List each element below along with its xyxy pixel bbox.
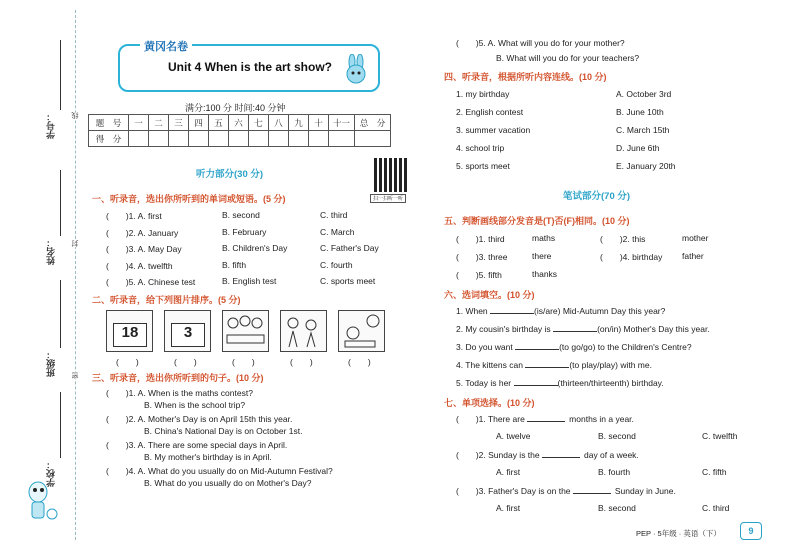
- score-cell[interactable]: [129, 131, 149, 147]
- score-cell[interactable]: [269, 131, 289, 147]
- picture-calendar-3: [164, 310, 211, 352]
- score-header-cell: 总 分: [355, 115, 391, 131]
- s5-item-text: ( )1. third: [456, 234, 505, 244]
- footer-text: PEP · 5年级 · 英语（下）: [636, 529, 721, 538]
- score-header-cell: 十一: [329, 115, 355, 131]
- s6-text-a: 4. The kittens can: [456, 360, 526, 370]
- score-header-cell: 七: [249, 115, 269, 131]
- s6-sentence: [456, 306, 665, 316]
- picture-children-play: [280, 310, 327, 352]
- score-header-cell: 二: [149, 115, 169, 131]
- student-no-line: [60, 40, 61, 110]
- score-cell[interactable]: [149, 131, 169, 147]
- answer-blank[interactable]: ( ): [290, 357, 313, 367]
- s7-question: [456, 485, 676, 497]
- score-header-cell: 四: [189, 115, 209, 131]
- rabbit-mascot-icon: [340, 54, 372, 88]
- s5-item-text: father: [682, 251, 704, 261]
- s3-option-b: B. What do you usually do on Mother's Day?: [144, 478, 312, 488]
- school-line: [60, 392, 61, 458]
- s1-item-text: ( )5. A. Chinese test: [106, 277, 196, 287]
- match-left-item[interactable]: 3. summer vacation: [456, 125, 531, 135]
- s3-option-b: B. When is the school trip?: [144, 400, 246, 410]
- score-header-cell: 八: [269, 115, 289, 131]
- score-cell[interactable]: [355, 131, 391, 147]
- match-left-item[interactable]: 4. school trip: [456, 143, 505, 153]
- s1-item-text: B. fifth: [222, 259, 247, 270]
- s6-text-a: 5. Today is her: [456, 378, 514, 388]
- match-right-item[interactable]: D. June 6th: [616, 143, 660, 153]
- s7-option[interactable]: B. fourth: [598, 467, 631, 477]
- s5-item-text: maths: [532, 233, 556, 243]
- score-cell[interactable]: [309, 131, 329, 147]
- score-header-cell: 题 号: [89, 115, 129, 131]
- calendar-date-text: 3: [171, 323, 205, 347]
- s7-text-b: months in a year.: [569, 414, 634, 424]
- s3-option-b: B. What will you do for your teachers?: [496, 53, 640, 63]
- s1-item-text: C. third: [320, 210, 348, 220]
- score-cell[interactable]: [189, 131, 209, 147]
- page-number: 9: [740, 522, 762, 540]
- answer-blank[interactable]: ( ): [174, 357, 197, 367]
- s1-item-text: B. second: [222, 210, 260, 220]
- picture-family-dinner: [222, 310, 269, 352]
- s6-sentence: [456, 342, 692, 352]
- cut-mark: 线: [72, 112, 79, 119]
- answer-blank[interactable]: ( ): [348, 357, 371, 367]
- s6-text-b: (to go/go) to the Children's Centre?: [559, 342, 692, 352]
- score-time-line: 满分:100 分 时间:40 分钟: [185, 103, 286, 113]
- score-header-cell: 十: [309, 115, 329, 131]
- answer-blank[interactable]: ( ): [232, 357, 255, 367]
- mascot-pencil-icon: [22, 478, 60, 522]
- s1-item-text: ( )3. A. May Day: [106, 244, 182, 254]
- s5-item-text: ( )3. three: [456, 252, 508, 262]
- match-right-item[interactable]: A. October 3rd: [616, 89, 672, 99]
- score-cell[interactable]: [249, 131, 269, 147]
- name-label: 姓名：: [46, 238, 56, 265]
- fill-blank[interactable]: [542, 450, 580, 458]
- section-1-title: 一、听录音，选出你所听到的单词或短语。(5 分): [92, 194, 286, 204]
- score-cell: 得 分: [89, 131, 129, 147]
- s3-option-b: B. My mother's birthday is in April.: [144, 452, 272, 462]
- children-scene-icon: [281, 311, 326, 351]
- s1-item-text: B. English test: [222, 276, 277, 286]
- match-right-item[interactable]: E. January 20th: [616, 161, 676, 171]
- s7-text-a: ( )3. Father's Day is on the: [456, 486, 573, 496]
- s7-option[interactable]: B. second: [598, 431, 636, 441]
- score-header-cell: 三: [169, 115, 189, 131]
- score-header-cell: 六: [229, 115, 249, 131]
- fill-blank[interactable]: [515, 342, 559, 350]
- s5-item-text: there: [532, 251, 552, 261]
- s1-item-text: B. Children's Day: [222, 243, 288, 253]
- score-cell[interactable]: [229, 131, 249, 147]
- s7-option[interactable]: B. second: [598, 503, 636, 513]
- match-right-item[interactable]: B. June 10th: [616, 107, 664, 117]
- s5-item-text: thanks: [532, 269, 558, 279]
- cut-mark: 封: [72, 240, 79, 247]
- class-label: 班级：: [46, 350, 56, 377]
- s5-item-text: ( )2. this: [600, 234, 646, 244]
- answer-blank[interactable]: ( ): [116, 357, 139, 367]
- score-cell[interactable]: [289, 131, 309, 147]
- s6-sentence: [456, 324, 710, 334]
- name-line: [60, 170, 61, 236]
- s7-question: [456, 413, 634, 425]
- s1-item-text: ( )4. A. twelfth: [106, 260, 173, 271]
- s6-text-a: 2. My cousin's birthday is: [456, 324, 554, 334]
- match-left-item[interactable]: 5. sports meet: [456, 161, 510, 171]
- s5-item-text: ( )5. fifth: [456, 270, 502, 280]
- match-right-item[interactable]: C. March 15th: [616, 125, 670, 135]
- cut-line: [75, 10, 76, 540]
- s3-option-a: ( )4. A. What do you usually do on Mid-Autumn Festival?: [106, 466, 333, 476]
- s1-item-text: ( )1. A. first: [106, 211, 162, 221]
- fill-blank[interactable]: [553, 324, 597, 332]
- s3-option-a: ( )1. A. When is the maths contest?: [106, 388, 253, 398]
- section-4-title: 四、听录音，根据所听内容连线。(10 分): [444, 72, 607, 82]
- picture-calendar-18: [106, 310, 153, 352]
- section-3-title: 三、听录音，选出你所听到的句子。(10 分): [92, 373, 264, 383]
- fill-blank[interactable]: [573, 486, 611, 494]
- s5-item-text: ( )4. birthday: [600, 252, 663, 262]
- section-6-title: 六、选词填空。(10 分): [444, 290, 535, 300]
- listening-part-title: 听力部分(30 分): [196, 169, 264, 180]
- s7-text-a: ( )1. There are: [456, 414, 528, 424]
- s7-option[interactable]: A. twelve: [496, 431, 531, 441]
- s7-text-b: Sunday in June.: [614, 486, 676, 496]
- s3-option-a: ( )3. A. There are some special days in April.: [106, 440, 288, 450]
- student-no-label: 学号：: [46, 112, 56, 139]
- s1-item-text: ( )2. A. January: [106, 227, 179, 238]
- cut-mark: 密: [72, 372, 79, 379]
- qr-caption: 扫一扫听一听: [370, 194, 406, 203]
- s6-text-b: (on/in) Mother's Day this year.: [597, 324, 710, 334]
- picture-mid-autumn: [338, 310, 385, 352]
- fill-blank[interactable]: [525, 360, 569, 368]
- score-header-cell: 一: [129, 115, 149, 131]
- calendar-date-text: 18: [113, 323, 147, 347]
- section-2-title: 二、听录音，给下列图片排序。(5 分): [92, 295, 241, 305]
- score-cell[interactable]: [169, 131, 189, 147]
- s7-option[interactable]: C. fifth: [702, 467, 727, 477]
- score-table: [88, 114, 391, 147]
- s7-option[interactable]: C. third: [702, 503, 730, 513]
- s5-item-text: mother: [682, 233, 709, 243]
- s3-option-b: B. China's National Day is on October 1st.: [144, 426, 303, 436]
- score-cell[interactable]: [209, 131, 229, 147]
- section-5-title: 五、判断画线部分发音是(T)否(F)相同。(10 分): [444, 216, 630, 226]
- s7-text-b: day of a week.: [583, 450, 639, 460]
- s6-text-a: 1. When: [456, 306, 491, 316]
- s1-item-text: C. fourth: [320, 259, 353, 270]
- s3-option-a: ( )5. A. What will you do for your mother?: [456, 38, 625, 48]
- match-left-item[interactable]: 2. English contest: [456, 107, 524, 117]
- fill-blank[interactable]: [490, 306, 534, 314]
- s7-option[interactable]: C. twelfth: [702, 431, 738, 441]
- section-7-title: 七、单项选择。(10 分): [444, 398, 535, 408]
- s7-text-a: ( )2. Sunday is the: [456, 450, 542, 460]
- s6-sentence: [456, 360, 652, 370]
- written-part-title: 笔试部分(70 分): [563, 191, 631, 202]
- class-line: [60, 280, 61, 348]
- s6-sentence: [456, 378, 664, 388]
- score-header-cell: 九: [289, 115, 309, 131]
- s7-question: [456, 449, 639, 461]
- page-title: Unit 4 When is the art show?: [168, 60, 333, 74]
- s3-option-a: ( )2. A. Mother's Day is on April 15th this year.: [106, 414, 293, 424]
- mid-autumn-scene-icon: [339, 311, 384, 351]
- match-left-item[interactable]: 1. my birthday: [456, 89, 510, 99]
- s1-item-text: C. Father's Day: [320, 243, 379, 253]
- s6-text-b: (to play/play) with me.: [569, 360, 652, 370]
- s6-text-b: (thirteen/thirteenth) birthday.: [557, 378, 664, 388]
- s6-text-a: 3. Do you want: [456, 342, 516, 352]
- fill-blank[interactable]: [527, 414, 565, 422]
- score-cell[interactable]: [329, 131, 355, 147]
- s1-item-text: C. sports meet: [320, 276, 376, 286]
- s6-text-b: (is/are) Mid-Autumn Day this year?: [534, 306, 666, 316]
- s1-item-text: C. March: [320, 226, 355, 237]
- binding-strip: [0, 0, 82, 554]
- s7-option[interactable]: A. first: [496, 467, 521, 477]
- s7-option[interactable]: A. first: [496, 503, 521, 513]
- fill-blank[interactable]: [514, 378, 558, 386]
- s1-item-text: B. February: [222, 226, 267, 237]
- score-header-cell: 五: [209, 115, 229, 131]
- qr-code-icon[interactable]: [374, 158, 408, 192]
- brand-logo: 黄冈名卷: [140, 38, 192, 54]
- family-scene-icon: [223, 311, 268, 351]
- school-label: 学校：: [46, 460, 56, 487]
